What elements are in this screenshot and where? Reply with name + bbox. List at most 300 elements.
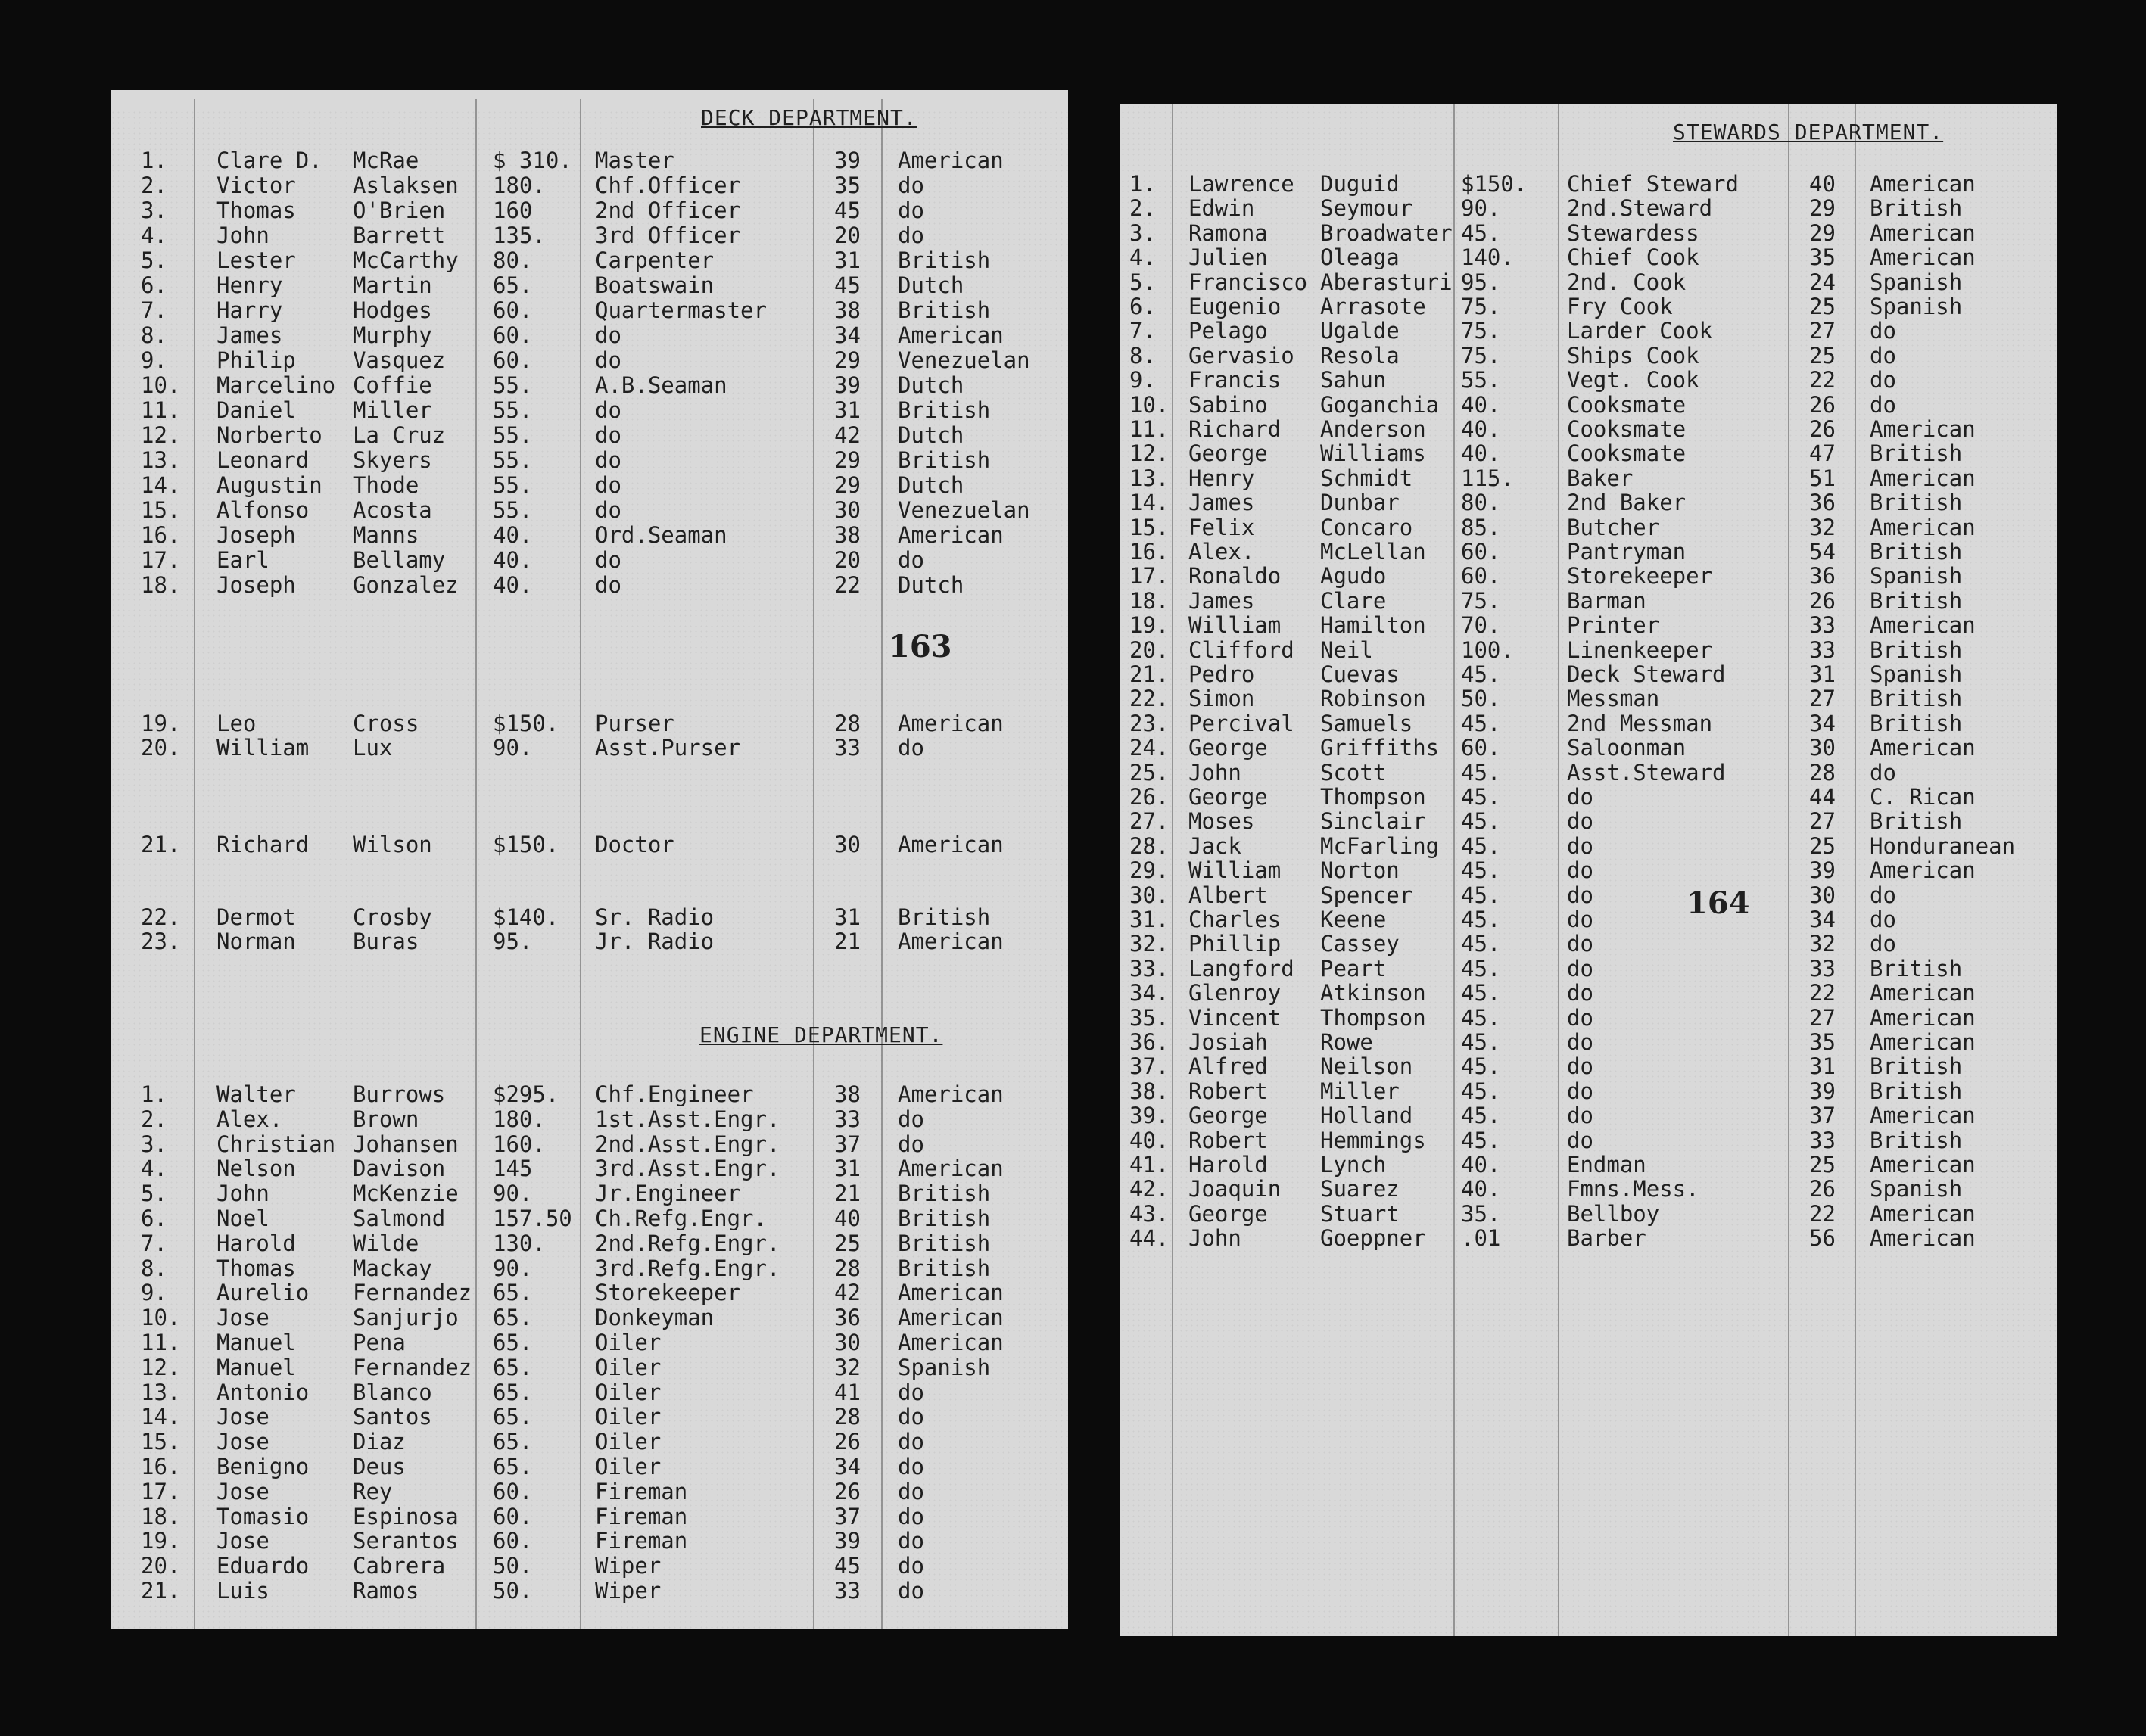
nationality: Dutch: [898, 472, 964, 498]
row-number: 17.: [141, 1478, 181, 1504]
rating: Fry Cook: [1567, 294, 1673, 319]
first-name: John: [216, 222, 269, 248]
first-name: Moses: [1188, 808, 1255, 835]
crew-row: [1120, 1225, 2057, 1251]
row-number: 41.: [1129, 1152, 1170, 1178]
row-number: 22.: [141, 904, 181, 930]
age: 35: [834, 173, 861, 198]
row-number: 11.: [141, 397, 181, 423]
row-number: 12.: [141, 422, 181, 448]
rating: Jr.Engineer: [595, 1181, 741, 1207]
last-name: Murphy: [353, 322, 432, 348]
crew-row: [1120, 808, 2057, 834]
rating: do: [1567, 1078, 1593, 1104]
age: 39: [834, 148, 861, 173]
age: 27: [1809, 1004, 1836, 1031]
crew-row: [111, 1380, 1068, 1405]
rating: Baker: [1567, 465, 1634, 491]
nationality: American: [898, 1330, 1004, 1355]
nationality: American: [1870, 244, 1976, 271]
row-number: 20.: [1129, 636, 1170, 663]
stewards-department-heading: STEWARDS DEPARTMENT.: [1673, 120, 1944, 145]
age: 29: [834, 447, 861, 473]
row-number: 30.: [1129, 882, 1170, 908]
nationality: do: [898, 1528, 924, 1554]
last-name: Miller: [1320, 1078, 1400, 1104]
wage: 40.: [1461, 440, 1501, 467]
wage: 65.: [493, 272, 533, 298]
first-name: James: [1188, 490, 1255, 516]
last-name: Barrett: [353, 222, 446, 248]
nationality: British: [898, 397, 991, 423]
wage: 45.: [1461, 661, 1501, 687]
age: 30: [1809, 735, 1836, 761]
age: 33: [1809, 1127, 1836, 1153]
crew-row: [111, 272, 1068, 298]
age: 33: [1809, 612, 1836, 639]
row-number: 4.: [141, 1156, 167, 1182]
nationality: Spanish: [1870, 294, 1963, 319]
wage: 160.: [493, 1131, 546, 1157]
crew-row: [1120, 465, 2057, 491]
last-name: Sahun: [1320, 367, 1387, 394]
rating: Chief Steward: [1567, 171, 1739, 197]
crew-row: [1120, 318, 2057, 344]
age: 21: [834, 929, 861, 954]
first-name: Jose: [216, 1528, 269, 1554]
rating: do: [1567, 1103, 1593, 1129]
age: 27: [1809, 686, 1836, 712]
first-name: Robert: [1188, 1127, 1268, 1153]
rating: do: [1567, 907, 1593, 932]
first-name: Jack: [1188, 832, 1241, 859]
row-number: 6.: [1129, 294, 1156, 319]
row-number: 9.: [141, 347, 167, 373]
nationality: British: [898, 1230, 991, 1256]
rating: do: [595, 347, 621, 373]
age: 40: [834, 1206, 861, 1231]
nationality: do: [1870, 342, 1896, 369]
first-name: James: [1188, 587, 1255, 614]
row-number: 12.: [1129, 440, 1170, 467]
last-name: Hodges: [353, 297, 432, 323]
age: 20: [834, 547, 861, 573]
wage: 40.: [1461, 1152, 1501, 1178]
row-number: 23.: [141, 929, 181, 954]
crew-row: [111, 322, 1068, 348]
row-number: 9.: [141, 1280, 167, 1306]
last-name: Thode: [353, 472, 419, 498]
nationality: American: [1870, 1103, 1976, 1129]
age: 39: [1809, 1078, 1836, 1104]
first-name: William: [1188, 857, 1282, 884]
crew-row: [111, 1181, 1068, 1206]
last-name: Resola: [1320, 342, 1400, 369]
last-name: Lynch: [1320, 1152, 1387, 1178]
row-number: 18.: [141, 572, 181, 598]
row-number: 1.: [141, 1081, 167, 1107]
rating: 2nd Messman: [1567, 710, 1713, 736]
nationality: Spanish: [1870, 269, 1963, 295]
rating: do: [595, 322, 621, 348]
nationality: American: [898, 1156, 1004, 1182]
nationality: do: [898, 1578, 924, 1604]
last-name: Schmidt: [1320, 465, 1413, 491]
first-name: Dermot: [216, 904, 296, 930]
first-name: Leo: [216, 711, 257, 736]
row-number: 10.: [141, 372, 181, 398]
first-name: Philip: [216, 347, 296, 373]
torn-edge: [111, 90, 1068, 110]
wage: 45.: [1461, 710, 1501, 736]
row-number: 6.: [141, 1206, 167, 1231]
nationality: do: [1870, 391, 1896, 418]
nationality: British: [1870, 808, 1963, 835]
rating: Asst.Purser: [595, 735, 741, 761]
age: 30: [834, 832, 861, 857]
last-name: Burrows: [353, 1081, 446, 1107]
row-number: 35.: [1129, 1004, 1170, 1031]
wage: 55.: [1461, 367, 1501, 394]
wage: 45.: [1461, 1053, 1501, 1080]
crew-row: [111, 929, 1068, 954]
rating: Storekeeper: [1567, 563, 1713, 590]
nationality: do: [898, 1404, 924, 1430]
age: 56: [1809, 1225, 1836, 1252]
wage: 55.: [493, 372, 533, 398]
rating: do: [1567, 882, 1593, 908]
crew-row: [111, 1230, 1068, 1256]
last-name: Anderson: [1320, 416, 1426, 442]
crew-row: [111, 572, 1068, 598]
age: 32: [1809, 931, 1836, 957]
rating: Ord.Seaman: [595, 522, 727, 548]
last-name: Goganchia: [1320, 391, 1440, 418]
rating: do: [595, 397, 621, 423]
left-manifest-page: [111, 99, 1068, 1629]
rating: Oiler: [595, 1379, 662, 1405]
age: 22: [1809, 367, 1836, 394]
crew-row: [111, 472, 1068, 498]
nationality: American: [898, 929, 1004, 954]
crew-row: [1120, 244, 2057, 270]
age: 37: [834, 1503, 861, 1529]
nationality: Spanish: [898, 1354, 991, 1380]
row-number: 40.: [1129, 1127, 1170, 1153]
first-name: Joseph: [216, 572, 296, 598]
row-number: 25.: [1129, 759, 1170, 786]
last-name: Holland: [1320, 1103, 1413, 1129]
rating: A.B.Seaman: [595, 372, 727, 398]
crew-row: [1120, 416, 2057, 442]
first-name: Felix: [1188, 514, 1255, 540]
nationality: American: [898, 1305, 1004, 1331]
age: 33: [1809, 955, 1836, 982]
wage: 95.: [1461, 269, 1501, 295]
wage: 45.: [1461, 1127, 1501, 1153]
first-name: Jose: [216, 1305, 269, 1331]
wage: 45.: [1461, 857, 1501, 884]
age: 29: [1809, 195, 1836, 222]
crew-row: [1120, 857, 2057, 883]
last-name: Thompson: [1320, 1004, 1426, 1031]
row-number: 18.: [1129, 587, 1170, 614]
age: 45: [834, 1553, 861, 1579]
age: 29: [834, 472, 861, 498]
crew-row: [111, 1454, 1068, 1479]
age: 31: [834, 397, 861, 423]
nationality: do: [898, 198, 924, 223]
wage: 45.: [1461, 219, 1501, 246]
wage: 45.: [1461, 1078, 1501, 1104]
first-name: Manuel: [216, 1330, 296, 1355]
rating: Fmns.Mess.: [1567, 1176, 1699, 1202]
nationality: British: [1870, 195, 1963, 222]
rating: do: [1567, 1053, 1593, 1080]
row-number: 14.: [1129, 490, 1170, 516]
first-name: Walter: [216, 1081, 296, 1107]
rating: Larder Cook: [1567, 318, 1713, 344]
age: 27: [1809, 318, 1836, 344]
wage: 60.: [493, 1478, 533, 1504]
rating: Cooksmate: [1567, 440, 1687, 467]
wage: 55.: [493, 397, 533, 423]
row-number: 27.: [1129, 808, 1170, 835]
nationality: do: [1870, 367, 1896, 394]
last-name: O'Brien: [353, 198, 446, 223]
rating: Linenkeeper: [1567, 636, 1713, 663]
wage: $150.: [493, 832, 559, 857]
last-name: McKenzie: [353, 1181, 459, 1207]
wage: 55.: [493, 447, 533, 473]
row-number: 8.: [141, 1255, 167, 1281]
wage: 60.: [493, 1503, 533, 1529]
crew-row: [1120, 931, 2057, 957]
last-name: Blanco: [353, 1379, 432, 1405]
rating: do: [1567, 832, 1593, 859]
crew-row: [1120, 1152, 2057, 1178]
wage: 65.: [493, 1330, 533, 1355]
crew-row: [1120, 294, 2057, 319]
age: 21: [834, 1181, 861, 1207]
crew-row: [111, 297, 1068, 323]
rating: Donkeyman: [595, 1305, 715, 1331]
wage: 50.: [493, 1553, 533, 1579]
last-name: Cabrera: [353, 1553, 446, 1579]
first-name: Harry: [216, 297, 283, 323]
last-name: Bellamy: [353, 547, 446, 573]
row-number: 1.: [1129, 171, 1156, 197]
last-name: Brown: [353, 1106, 419, 1132]
age: 35: [1809, 244, 1836, 271]
last-name: Stuart: [1320, 1200, 1400, 1227]
wage: 60.: [493, 322, 533, 348]
last-name: Neil: [1320, 636, 1373, 663]
crew-row: [1120, 760, 2057, 786]
crew-row: [111, 397, 1068, 423]
row-number: 14.: [141, 1404, 181, 1430]
last-name: Sanjurjo: [353, 1305, 459, 1331]
wage: .01: [1461, 1225, 1501, 1252]
row-number: 21.: [1129, 661, 1170, 687]
nationality: do: [898, 1429, 924, 1455]
first-name: Glenroy: [1188, 980, 1282, 1006]
rating: Wiper: [595, 1578, 662, 1604]
rating: Fireman: [595, 1478, 688, 1504]
age: 38: [834, 297, 861, 323]
row-number: 13.: [141, 447, 181, 473]
wage: 90.: [493, 735, 533, 761]
nationality: American: [898, 711, 1004, 736]
first-name: Julien: [1188, 244, 1268, 271]
nationality: British: [1870, 1078, 1963, 1104]
crew-row: [111, 447, 1068, 473]
rating: Chf.Engineer: [595, 1081, 754, 1107]
last-name: McCarthy: [353, 247, 459, 273]
rating: Jr. Radio: [595, 929, 715, 954]
rating: do: [1567, 857, 1593, 884]
crew-row: [111, 832, 1068, 857]
age: 36: [1809, 490, 1836, 516]
crew-row: [1120, 661, 2057, 687]
nationality: American: [898, 148, 1004, 173]
row-number: 15.: [141, 497, 181, 523]
nationality: American: [1870, 1004, 1976, 1031]
last-name: Duguid: [1320, 171, 1400, 197]
crew-row: [1120, 956, 2057, 982]
first-name: Jose: [216, 1404, 269, 1430]
nationality: Dutch: [898, 422, 964, 448]
row-number: 3.: [141, 1131, 167, 1157]
wage: 160: [493, 198, 533, 223]
crew-row: [1120, 220, 2057, 246]
first-name: Henry: [216, 272, 283, 298]
crew-row: [1120, 784, 2057, 810]
row-number: 11.: [141, 1330, 181, 1355]
rating: 2nd. Cook: [1567, 269, 1687, 295]
last-name: Miller: [353, 397, 432, 423]
wage: 65.: [493, 1379, 533, 1405]
wage: 45.: [1461, 832, 1501, 859]
age: 26: [1809, 587, 1836, 614]
last-name: Keene: [1320, 907, 1387, 932]
row-number: 3.: [1129, 219, 1156, 246]
first-name: Edwin: [1188, 195, 1255, 222]
row-number: 5.: [141, 1181, 167, 1207]
wage: 45.: [1461, 784, 1501, 810]
wage: 60.: [1461, 539, 1501, 565]
wage: 75.: [1461, 318, 1501, 344]
rating: Doctor: [595, 832, 674, 857]
nationality: do: [898, 222, 924, 248]
crew-row: [1120, 980, 2057, 1006]
wage: 50.: [1461, 686, 1501, 712]
nationality: American: [1870, 857, 1976, 884]
first-name: Norman: [216, 929, 296, 954]
rating: do: [1567, 808, 1593, 835]
crew-row: [111, 1255, 1068, 1281]
last-name: Samuels: [1320, 710, 1413, 736]
wage: 65.: [493, 1354, 533, 1380]
nationality: do: [1870, 759, 1896, 786]
row-number: 19.: [1129, 612, 1170, 639]
nationality: British: [1870, 686, 1963, 712]
wage: 45.: [1461, 1103, 1501, 1129]
rating: Vegt. Cook: [1567, 367, 1699, 394]
rating: Messman: [1567, 686, 1660, 712]
rating: Saloonman: [1567, 735, 1687, 761]
nationality: do: [898, 1131, 924, 1157]
rating: Chf.Officer: [595, 173, 741, 198]
wage: 65.: [493, 1454, 533, 1479]
age: 34: [1809, 907, 1836, 932]
last-name: Hamilton: [1320, 612, 1426, 639]
age: 45: [834, 272, 861, 298]
crew-row: [1120, 171, 2057, 197]
nationality: British: [1870, 539, 1963, 565]
rating: Oiler: [595, 1330, 662, 1355]
crew-row: [111, 1131, 1068, 1157]
crew-row: [111, 1429, 1068, 1454]
age: 35: [1809, 1029, 1836, 1055]
age: 33: [834, 1578, 861, 1604]
age: 34: [834, 322, 861, 348]
nationality: Dutch: [898, 572, 964, 598]
row-number: 5.: [141, 247, 167, 273]
rating: 2nd.Asst.Engr.: [595, 1131, 780, 1157]
nationality: American: [898, 522, 1004, 548]
crew-row: [111, 173, 1068, 198]
first-name: Daniel: [216, 397, 296, 423]
crew-row: [111, 1553, 1068, 1579]
row-number: 18.: [141, 1503, 181, 1529]
row-number: 28.: [1129, 832, 1170, 859]
first-name: George: [1188, 1103, 1268, 1129]
nationality: do: [898, 1553, 924, 1579]
rating: Carpenter: [595, 247, 715, 273]
crew-row: [1120, 515, 2057, 540]
rating: do: [1567, 1029, 1593, 1055]
first-name: Harold: [216, 1230, 296, 1256]
age: 33: [834, 1106, 861, 1132]
nationality: American: [898, 1081, 1004, 1107]
crew-row: [111, 711, 1068, 736]
last-name: Seymour: [1320, 195, 1413, 222]
rating: do: [595, 472, 621, 498]
nationality: Spanish: [1870, 563, 1963, 590]
first-name: Norberto: [216, 422, 322, 448]
row-number: 38.: [1129, 1078, 1170, 1104]
row-number: 14.: [141, 472, 181, 498]
crew-row: [111, 222, 1068, 248]
first-name: Henry: [1188, 465, 1255, 491]
wage: 60.: [493, 347, 533, 373]
last-name: Davison: [353, 1156, 446, 1182]
rating: Sr. Radio: [595, 904, 715, 930]
nationality: American: [1870, 514, 1976, 540]
last-name: Broadwater: [1320, 219, 1453, 246]
age: 39: [1809, 857, 1836, 884]
last-name: Neilson: [1320, 1053, 1413, 1080]
nationality: do: [898, 1379, 924, 1405]
crew-row: [111, 547, 1068, 573]
age: 37: [1809, 1103, 1836, 1129]
first-name: Albert: [1188, 882, 1268, 908]
age: 33: [834, 735, 861, 761]
last-name: Sinclair: [1320, 808, 1426, 835]
nationality: British: [898, 1206, 991, 1231]
last-name: Griffiths: [1320, 735, 1440, 761]
